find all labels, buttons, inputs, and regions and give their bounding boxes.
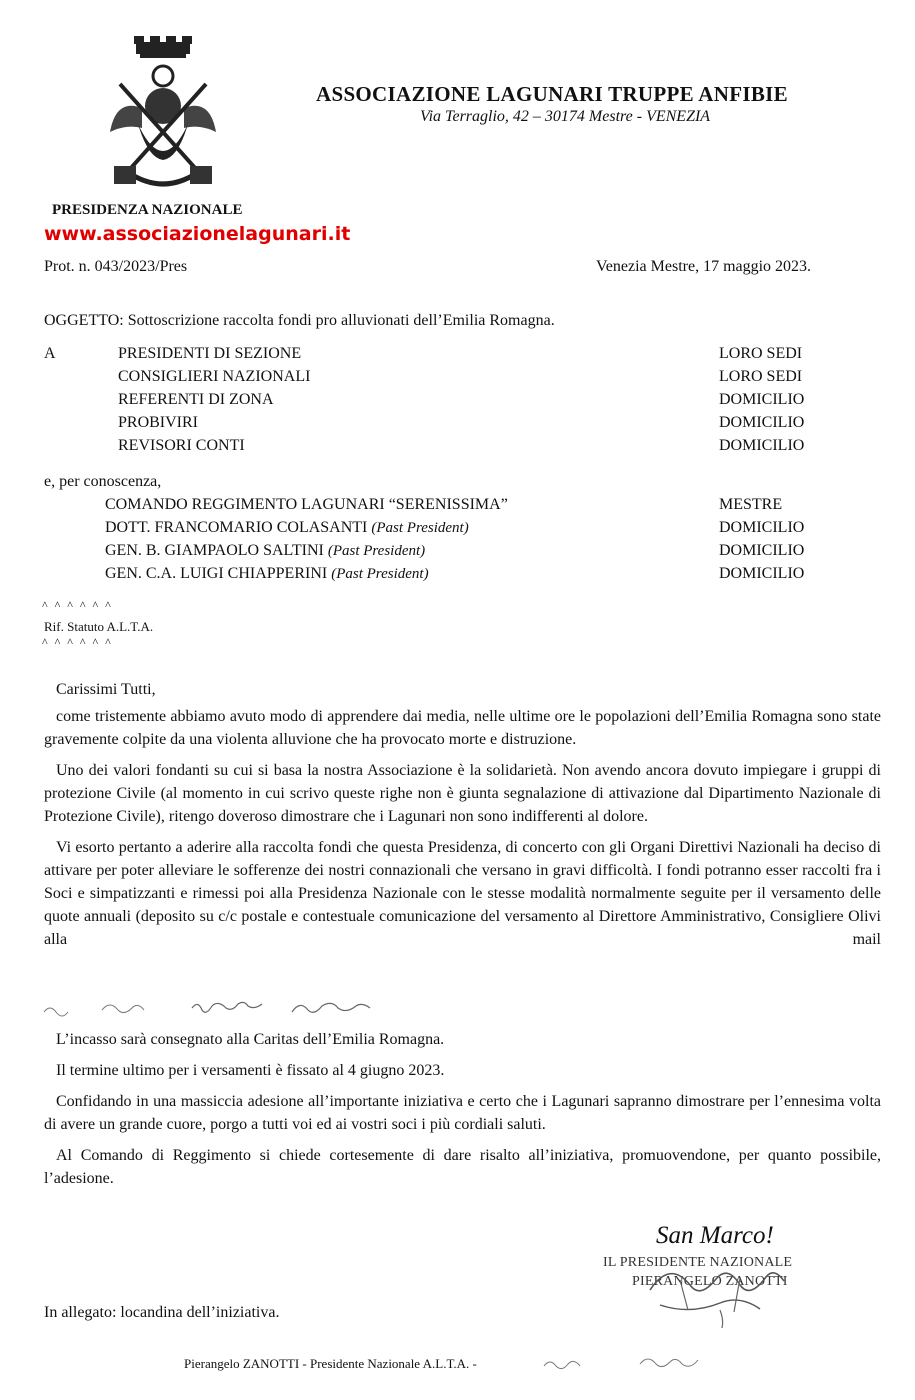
cc-destination: MESTRE <box>719 496 783 513</box>
reference-text: Rif. Statuto A.L.T.A. <box>44 619 154 634</box>
cc-destination: DOMICILIO <box>719 565 805 582</box>
subject-line: OGGETTO: Sottoscrizione raccolta fondi pro alluvionati dell’Emilia Romagna. <box>44 312 555 329</box>
letter-body-continued <box>44 1028 881 1198</box>
recipient-name: CONSIGLIERI NAZIONALI <box>118 368 311 385</box>
recipient-destination: DOMICILIO <box>719 437 805 454</box>
recipient-name: REFERENTI DI ZONA <box>118 391 274 408</box>
recipient-name: REVISORI CONTI <box>118 437 245 454</box>
cc-destination: DOMICILIO <box>719 519 805 536</box>
cc-note: (Past President) <box>331 566 429 582</box>
footer-text: Pierangelo ZANOTTI - Presidente Nazionale A.L.T.A. - <box>184 1356 477 1371</box>
cc-name: DOTT. FRANCOMARIO COLASANTI <box>105 519 368 536</box>
recipient-destination: DOMICILIO <box>719 391 805 408</box>
caret-divider-top: ^ ^ ^ ^ ^ ^ <box>42 598 113 612</box>
cc-recipient <box>105 565 429 583</box>
organization-name: ASSOCIAZIONE LAGUNARI TRUPPE ANFIBIE <box>316 82 788 106</box>
presidenza-label: PRESIDENZA NAZIONALE <box>52 202 243 218</box>
signature-closing: San Marco! <box>656 1222 774 1249</box>
organization-address: Via Terraglio, 42 – 30174 Mestre - VENEZIA <box>420 108 711 125</box>
body-paragraph: Al Comando di Reggimento si chiede cortesemente di dare risalto all’iniziativa, promuovendone, per quanto possibile, l’adesione. <box>44 1147 881 1187</box>
attachment-note: In allegato: locandina dell’iniziativa. <box>44 1304 280 1321</box>
body-paragraph: Uno dei valori fondanti su cui si basa la nostra Associazione è la solidarietà. Non avendo ancora dovuto impiegare i gruppi di protezione Civile (al momento in cui scrivo queste righe non è giunta segnalazione di attivazione dal Dipartimento Nazionale di Protezione Civile), ritengo doveroso dimostrare che i Lagunari non sono indifferenti al dolore. <box>44 762 881 825</box>
recipient-name: PRESIDENTI DI SEZIONE <box>118 345 302 362</box>
body-paragraph: come tristemente abbiamo avuto modo di apprendere dai media, nelle ultime ore le popolazioni dell’Emilia Romagna sono state gravemente colpite da una violenta alluvione che ha provocato morte e distruzione. <box>44 708 881 748</box>
website-link[interactable]: www.associazionelagunari.it <box>44 223 351 245</box>
body-paragraph: Vi esorto pertanto a aderire alla raccolta fondi che questa Presidenza, di concerto con gli Organi Direttivi Nazionali ha deciso di attivare per poter alleviare le sofferenze dei nostri connazionali che versano in gravi difficoltà. I fondi potranno esser raccolti fra i Soci e simpatizzanti e rimessi poi alla Presidenza Nazionale con le stesse modalità normalmente seguite per il versamento delle quote annuali (deposito su c/c postale e contestuale comunicazione del versamento al Direttore Amministrativo, Consigliere Olivi alla mail <box>44 839 881 948</box>
recipients-prefix: A <box>44 345 56 362</box>
cc-intro: e, per conoscenza, <box>44 473 162 490</box>
signature-name: PIERANGELO ZANOTTI <box>632 1274 788 1289</box>
recipient-destination: LORO SEDI <box>719 368 803 385</box>
body-paragraph: Il termine ultimo per i versamenti è fissato al 4 giugno 2023. <box>56 1062 445 1079</box>
cc-name: COMANDO REGGIMENTO LAGUNARI “SERENISSIMA” <box>105 496 508 513</box>
cc-name: GEN. B. GIAMPAOLO SALTINI <box>105 542 324 559</box>
recipient-name: PROBIVIRI <box>118 414 199 431</box>
signature-role: IL PRESIDENTE NAZIONALE <box>603 1255 793 1270</box>
body-paragraph: Confidando in una massiccia adesione all’importante iniziativa e certo che i Lagunari sapranno dimostrare per l’ennesima volta di avere un grande cuore, porgo a tutti voi ed ai vostri soci i più cordiali saluti. <box>44 1093 881 1133</box>
cc-recipient <box>105 519 469 537</box>
greeting: Carissimi Tutti, <box>56 681 156 698</box>
handwritten-signature <box>620 1250 820 1330</box>
caret-divider-bottom: ^ ^ ^ ^ ^ ^ <box>42 635 113 649</box>
cc-name: GEN. C.A. LUIGI CHIAPPERINI <box>105 565 328 582</box>
cc-note: (Past President) <box>371 520 469 536</box>
recipient-destination: LORO SEDI <box>719 345 803 362</box>
letter-body <box>44 705 881 959</box>
cc-recipient <box>105 496 508 514</box>
obscured-email-scribble <box>42 996 422 1020</box>
cc-note: (Past President) <box>327 543 426 559</box>
place-date: Venezia Mestre, 17 maggio 2023. <box>596 258 812 275</box>
protocol-number: Prot. n. 043/2023/Pres <box>44 258 188 275</box>
recipient-destination: DOMICILIO <box>719 414 805 431</box>
cc-recipient <box>105 542 425 560</box>
association-emblem <box>98 28 228 196</box>
cc-destination: DOMICILIO <box>719 542 805 559</box>
body-paragraph: L’incasso sarà consegnato alla Caritas dell’Emilia Romagna. <box>56 1031 445 1048</box>
footer-obscured-scribble <box>540 1352 740 1374</box>
